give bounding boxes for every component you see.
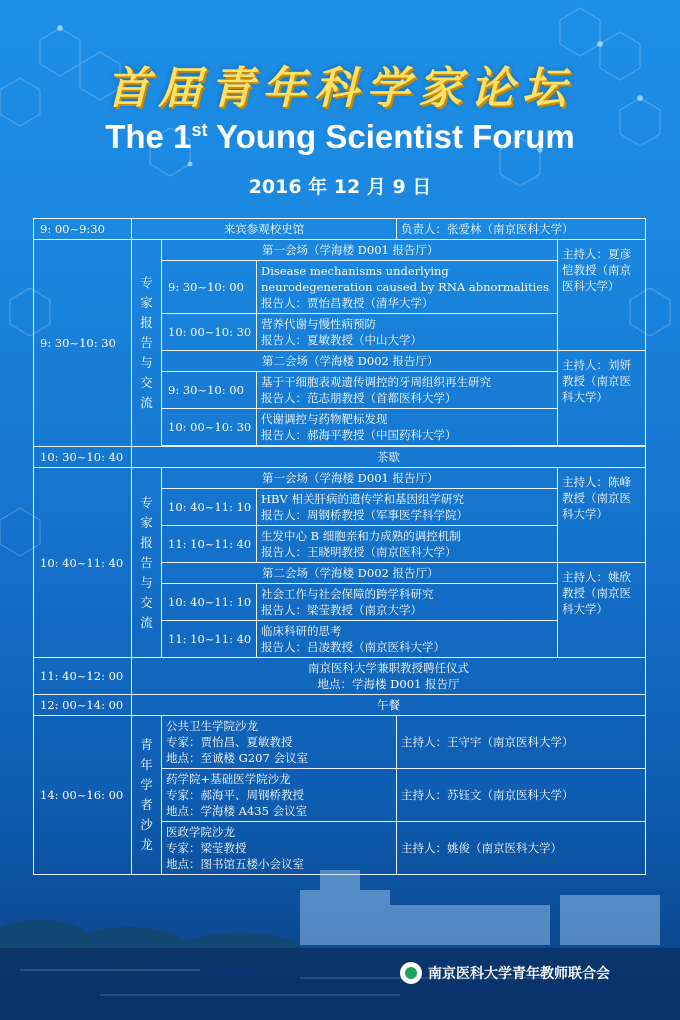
title-en-sup: st	[191, 120, 208, 140]
salon-host: 主持人：王守宇（南京医科大学）	[397, 716, 646, 769]
salon-experts: 专家：贾怡昌、夏敏教授	[166, 735, 293, 749]
talk-speaker: 报告人：周钢桥教授（军事医学科学院）	[261, 508, 468, 522]
venue-header: 第二会场（学海楼 D002 报告厅）	[162, 351, 558, 372]
salon-name: 医政学院沙龙	[166, 825, 235, 839]
title-chinese: 首届青年科学家论坛	[106, 63, 574, 114]
venue-header: 第二会场（学海楼 D002 报告厅）	[162, 563, 558, 584]
organization-logo-icon	[400, 962, 422, 984]
venue-header: 第一会场（学海楼 D001 报告厅）	[162, 468, 558, 489]
campus-skyline	[0, 860, 680, 1020]
session-label: 专 家 报 告 与 交 流	[132, 468, 162, 658]
talk-info	[257, 372, 558, 409]
event-date: 2016 年 12 月 9 日	[248, 176, 432, 198]
salon-host: 主持人：苏钰文（南京医科大学）	[397, 769, 646, 822]
organizer	[400, 962, 610, 984]
row-salon	[34, 716, 646, 769]
session-label: 青 年 学 者 沙 龙	[132, 716, 162, 875]
talk-title: 基于干细胞表观遗传调控的牙周组织再生研究	[261, 375, 491, 389]
talk-speaker: 报告人：王晓明教授（南京医科大学）	[261, 545, 457, 559]
talk-info	[257, 314, 558, 351]
time-cell: 10: 30~10: 40	[34, 447, 132, 468]
row-ceremony	[34, 658, 646, 695]
talk-info	[257, 526, 558, 563]
talk-speaker: 报告人：梁莹教授（南京大学）	[261, 603, 422, 617]
time-cell: 10: 40~11: 40	[34, 468, 132, 658]
host-cell: 主持人：夏彦恺教授（南京医科大学）	[558, 240, 646, 351]
organizer-name: 南京医科大学青年教师联合会	[428, 966, 610, 982]
row-venue-header	[34, 468, 646, 489]
host-cell: 主持人：姚欣教授（南京医科大学）	[558, 563, 646, 658]
salon-place: 地点：图书馆五楼小会议室	[166, 857, 304, 871]
salon-experts: 专家：梁莹教授	[166, 841, 247, 855]
ceremony-title: 南京医科大学兼职教授聘任仪式	[308, 661, 469, 675]
schedule-table	[33, 218, 646, 875]
talk-info	[257, 409, 558, 446]
event-cell: 来宾参观校史馆	[132, 219, 397, 240]
ceremony-place: 地点：学海楼 D001 报告厅	[317, 677, 460, 691]
host-cell: 主持人：陈峰教授（南京医科大学）	[558, 468, 646, 563]
time-cell: 9: 30~10: 30	[34, 240, 132, 447]
event-cell: 茶歇	[132, 447, 646, 468]
talk-title: 代谢调控与药物靶标发现	[261, 412, 388, 426]
talk-time: 10: 40~11: 10	[162, 489, 257, 526]
talk-info	[257, 584, 558, 621]
talk-title: 社会工作与社会保障的跨学科研究	[261, 587, 434, 601]
salon-place: 地点：学海楼 A435 会议室	[166, 804, 308, 818]
talk-time: 11: 10~11: 40	[162, 621, 257, 658]
time-cell: 12: 00~14: 00	[34, 695, 132, 716]
talk-speaker: 报告人：贾怡昌教授（清华大学）	[261, 296, 434, 310]
talk-speaker: 报告人：郝海平教授（中国药科大学）	[261, 428, 457, 442]
talk-time: 9: 30~10: 00	[162, 261, 257, 314]
venue-header: 第一会场（学海楼 D001 报告厅）	[162, 240, 558, 261]
row-tea-break	[34, 447, 646, 468]
salon-experts: 专家：郝海平、周钢桥教授	[166, 788, 304, 802]
talk-time: 10: 00~10: 30	[162, 314, 257, 351]
talk-time: 9: 30~10: 00	[162, 372, 257, 409]
talk-speaker: 报告人：范志朋教授（首都医科大学）	[261, 391, 457, 405]
row-venue-header	[34, 240, 646, 261]
talk-info	[257, 261, 558, 314]
title-en-pre: The 1	[105, 118, 192, 155]
salon-info	[162, 716, 397, 769]
salon-info	[162, 769, 397, 822]
talk-title: 营养代谢与慢性病预防	[261, 317, 376, 331]
talk-speaker: 报告人：夏敏教授（中山大学）	[261, 333, 422, 347]
talk-title: 临床科研的思考	[261, 624, 342, 638]
time-cell: 9: 00~9:30	[34, 219, 132, 240]
title-en-post: Young Scientist Forum	[207, 118, 575, 155]
talk-title: 生发中心 B 细胞亲和力成熟的调控机制	[261, 529, 461, 543]
time-cell: 14: 00~16: 00	[34, 716, 132, 875]
talk-time: 11: 10~11: 40	[162, 526, 257, 563]
salon-host: 主持人：姚俊（南京医科大学）	[397, 822, 646, 875]
salon-name: 公共卫生学院沙龙	[166, 719, 258, 733]
talk-time: 10: 00~10: 30	[162, 409, 257, 446]
row-campus-tour	[34, 219, 646, 240]
time-cell: 11: 40~12: 00	[34, 658, 132, 695]
event-cell: 午餐	[132, 695, 646, 716]
talk-time: 10: 40~11: 10	[162, 584, 257, 621]
talk-title: Disease mechanisms underlying neurodegeneration caused by RNA abnormalities	[261, 264, 550, 294]
row-lunch	[34, 695, 646, 716]
event-cell	[132, 658, 646, 695]
lead-cell: 负责人：张爱林（南京医科大学）	[397, 219, 646, 240]
salon-name: 药学院+基础医学院沙龙	[166, 772, 291, 786]
talk-speaker: 报告人：吕凌教授（南京医科大学）	[261, 640, 445, 654]
talk-info	[257, 621, 558, 658]
title-english	[0, 118, 680, 156]
salon-place: 地点：至诚楼 G207 会议室	[166, 751, 308, 765]
host-cell: 主持人：刘妍教授（南京医科大学）	[558, 351, 646, 446]
talk-info	[257, 489, 558, 526]
talk-title: HBV 相关肝病的遗传学和基因组学研究	[261, 492, 464, 506]
session-label: 专 家 报 告 与 交 流	[132, 240, 162, 447]
